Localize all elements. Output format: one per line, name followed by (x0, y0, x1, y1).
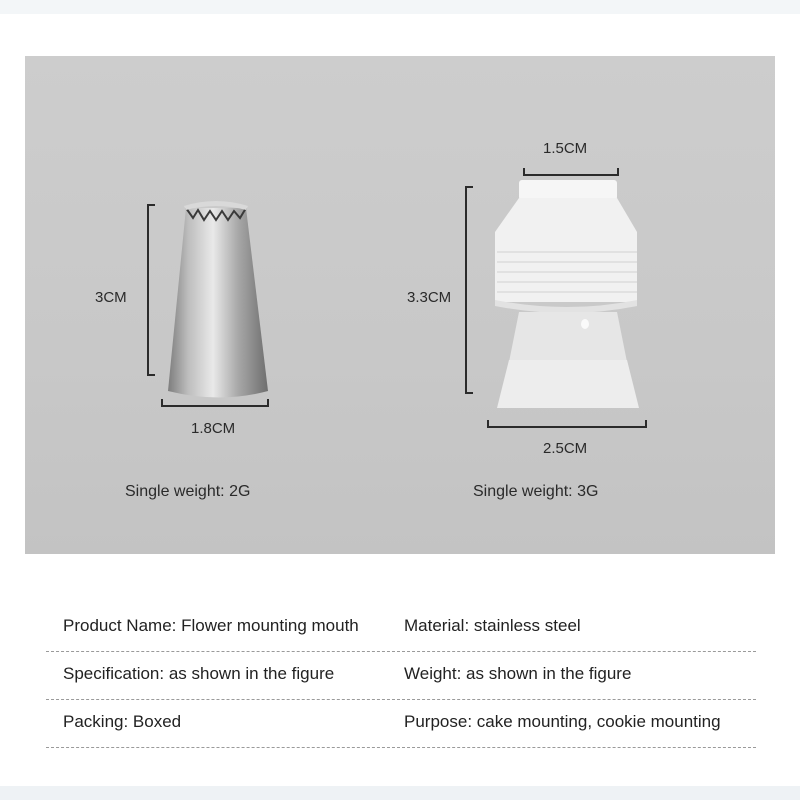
right-height-bracket (465, 186, 467, 394)
product-name-spec: Product Name: Flower mounting mouth (63, 616, 359, 635)
spec-table (46, 604, 756, 748)
spec-row (46, 700, 756, 748)
purpose-spec: Purpose: cake mounting, cookie mounting (404, 712, 721, 731)
bottom-strip (0, 786, 800, 800)
right-weight-label: Single weight: 3G (473, 483, 599, 500)
left-weight-label: Single weight: 2G (125, 483, 251, 500)
spec-row (46, 652, 756, 700)
right-width-bracket (487, 426, 647, 428)
left-width-label: 1.8CM (191, 420, 236, 437)
left-height-bracket (147, 204, 149, 376)
material-spec: Material: stainless steel (404, 616, 581, 635)
right-width-label: 2.5CM (543, 440, 588, 457)
top-strip (0, 0, 800, 14)
right-top-bracket (523, 174, 619, 176)
product-photo-panel (25, 56, 775, 554)
coupler-image (487, 172, 649, 412)
left-width-bracket (161, 405, 269, 407)
weight-spec: Weight: as shown in the figure (404, 664, 632, 683)
right-height-label: 3.3CM (407, 289, 452, 306)
specification-spec: Specification: as shown in the figure (63, 664, 335, 683)
spec-row (46, 604, 756, 652)
packing-spec: Packing: Boxed (63, 712, 182, 731)
right-top-label: 1.5CM (543, 140, 588, 157)
left-height-label: 3CM (95, 289, 127, 306)
piping-tip-image (160, 196, 280, 406)
